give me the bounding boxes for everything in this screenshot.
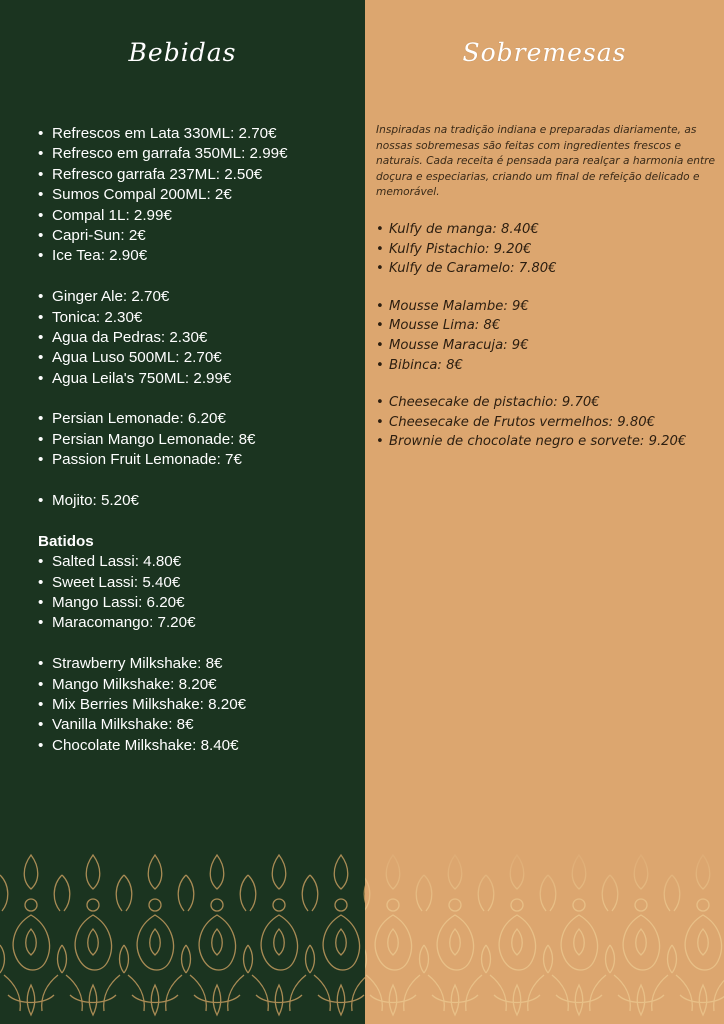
desserts-panel <box>365 0 724 1024</box>
list-item: • Agua da Pedras: 2.30€ <box>38 328 358 348</box>
desserts-list <box>376 220 721 470</box>
drinks-group-soft <box>38 124 358 267</box>
list-item: • Salted Lassi: 4.80€ <box>38 552 358 572</box>
list-item: • Sweet Lassi: 5.40€ <box>38 573 358 593</box>
list-item: • Ice Tea: 2.90€ <box>38 246 358 266</box>
list-item: • Agua Luso 500ML: 2.70€ <box>38 348 358 368</box>
list-item: • Kulfy Pistachio: 9.20€ <box>376 240 721 260</box>
desserts-group-cheesecake <box>376 393 721 452</box>
list-item: • Brownie de chocolate negro e sorvete: 9.20€ <box>376 432 721 452</box>
drinks-list <box>38 124 358 777</box>
desserts-title: Sobremesas <box>462 38 627 67</box>
list-item: • Vanilla Milkshake: 8€ <box>38 715 358 735</box>
list-item: • Sumos Compal 200ML: 2€ <box>38 185 358 205</box>
list-item: • Ginger Ale: 2.70€ <box>38 287 358 307</box>
drinks-group-lassi <box>38 552 358 634</box>
ornament-border-right <box>365 845 724 1024</box>
list-item: • Cheesecake de pistachio: 9.70€ <box>376 393 721 413</box>
list-item: • Mango Milkshake: 8.20€ <box>38 675 358 695</box>
list-item: • Mix Berries Milkshake: 8.20€ <box>38 695 358 715</box>
list-item: • Agua Leila's 750ML: 2.99€ <box>38 369 358 389</box>
list-item: • Mousse Malambe: 9€ <box>376 297 721 317</box>
list-item: • Cheesecake de Frutos vermelhos: 9.80€ <box>376 413 721 433</box>
drinks-group-lemonade <box>38 409 358 470</box>
desserts-intro: Inspiradas na tradição indiana e preparadas diariamente, as nossas sobremesas são feitas com ingredientes frescos e naturais. Cada receita é pensada para realçar a harmonia entre doçura e especiarias, criando um final de refeição delicado e memorável. <box>376 124 715 198</box>
list-item: • Capri-Sun: 2€ <box>38 226 358 246</box>
list-item: • Mousse Lima: 8€ <box>376 316 721 336</box>
list-item: • Chocolate Milkshake: 8.40€ <box>38 736 358 756</box>
list-item: • Strawberry Milkshake: 8€ <box>38 654 358 674</box>
list-item: • Mango Lassi: 6.20€ <box>38 593 358 613</box>
list-item: • Kulfy de manga: 8.40€ <box>376 220 721 240</box>
drinks-group-mojito <box>38 491 358 511</box>
drinks-title: Bebidas <box>128 38 237 67</box>
list-item: • Mousse Maracuja: 9€ <box>376 336 721 356</box>
list-item: • Refresco em garrafa 350ML: 2.99€ <box>38 144 358 164</box>
desserts-group-kulfy <box>376 220 721 279</box>
desserts-group-mousse <box>376 297 721 375</box>
list-item: • Maracomango: 7.20€ <box>38 613 358 633</box>
list-item: • Mojito: 5.20€ <box>38 491 358 511</box>
list-item: • Refresco garrafa 237ML: 2.50€ <box>38 165 358 185</box>
list-item: • Compal 1L: 2.99€ <box>38 206 358 226</box>
list-item: • Persian Lemonade: 6.20€ <box>38 409 358 429</box>
drinks-group-milkshake <box>38 654 358 756</box>
list-item: • Tonica: 2.30€ <box>38 308 358 328</box>
batidos-heading: Batidos <box>38 532 94 550</box>
list-item: • Refrescos em Lata 330ML: 2.70€ <box>38 124 358 144</box>
list-item: • Persian Mango Lemonade: 8€ <box>38 430 358 450</box>
list-item: • Kulfy de Caramelo: 7.80€ <box>376 259 721 279</box>
list-item: • Passion Fruit Lemonade: 7€ <box>38 450 358 470</box>
drinks-group-water <box>38 287 358 389</box>
ornament-border-left <box>0 845 365 1024</box>
list-item: • Bibinca: 8€ <box>376 356 721 376</box>
